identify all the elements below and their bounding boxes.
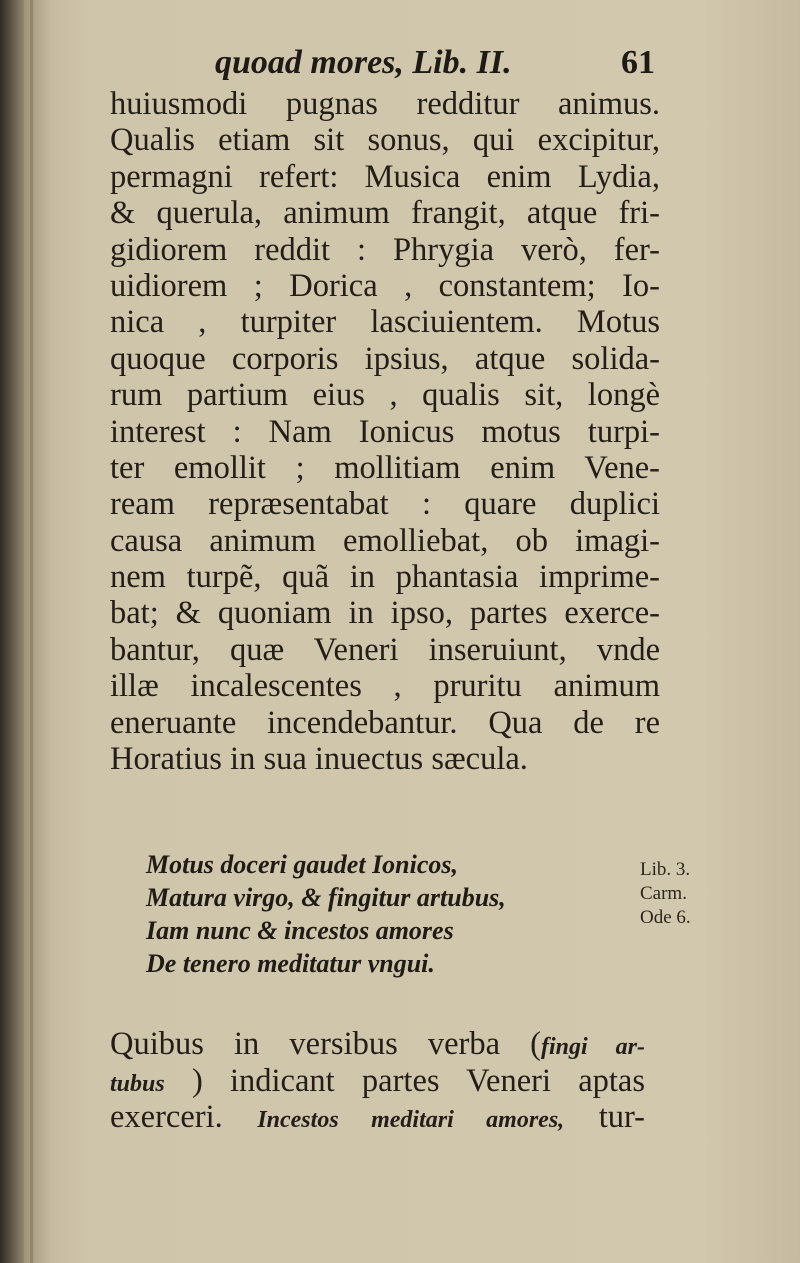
spine-shadow xyxy=(30,0,33,1263)
text-line: huiusmodi pugnas redditur animus. xyxy=(110,86,660,122)
text-line: rum partium eius , qualis sit, longè xyxy=(110,377,660,414)
commentary-line xyxy=(110,1026,645,1063)
verse-line: De tenero meditatur vngui. xyxy=(146,949,435,978)
commentary-text: exerceri. xyxy=(110,1099,258,1135)
text-line: eneruante incendebantur. Qua de re xyxy=(110,704,660,741)
text-line: ter emollit ; mollitiam enim Vene- xyxy=(110,449,660,486)
page-number: 61 xyxy=(621,44,655,81)
commentary-text: tur- xyxy=(564,1099,645,1135)
verse-quotation xyxy=(146,848,606,980)
quoted-phrase: tubus xyxy=(110,1070,165,1097)
book-gutter xyxy=(0,0,24,1263)
text-line: nica , turpiter lasciuientem. Motus xyxy=(110,304,660,341)
text-line: bantur, quæ Veneri inseruiunt, vnde xyxy=(110,631,660,668)
running-head: quoad mores, Lib. II. xyxy=(215,44,512,81)
text-line: Horatius in sua inuectus sæcula. xyxy=(110,741,528,778)
verse-line: Motus doceri gaudet Ionicos, xyxy=(146,850,459,879)
text-line: causa animum emolliebat, ob imagi- xyxy=(110,522,660,559)
commentary-text: ) indicant partes Veneri aptas xyxy=(191,1062,645,1099)
text-line: quoque corporis ipsius, atque solida- xyxy=(110,340,660,377)
commentary-line xyxy=(110,1099,645,1136)
quoted-phrase: Incestos meditari amores, xyxy=(257,1107,565,1133)
commentary-block xyxy=(110,1026,645,1136)
text-line: Qualis etiam sit sonus, qui excipitur, xyxy=(110,122,660,159)
text-line: permagni refert: Musica enim Lydia, xyxy=(110,158,660,195)
text-line: ream repræsentabat : quare duplici xyxy=(110,486,660,523)
text-line: nem turpẽ, quã in phantasia imprime- xyxy=(110,559,660,596)
margin-citation xyxy=(640,858,720,930)
text-line: gidiorem reddit : Phrygia verò, fer- xyxy=(110,231,660,268)
text-line: & querula, animum frangit, atque fri- xyxy=(110,195,660,232)
text-line: bat; & quoniam in ipso, partes exerce- xyxy=(110,595,660,632)
text-line: interest : Nam Ionicus motus turpi- xyxy=(110,413,660,450)
citation-work: Carm. xyxy=(640,883,687,904)
main-text-block xyxy=(110,86,660,777)
commentary-text: Quibus in versibus verba ( xyxy=(110,1026,541,1062)
text-line: illæ incalescentes , pruritu animum xyxy=(110,668,660,705)
text-line: uidiorem ; Dorica , constantem; Io- xyxy=(110,267,660,304)
verse-line: Iam nunc & incestos amores xyxy=(146,916,454,945)
commentary-line xyxy=(110,1063,645,1100)
citation-ode: Ode 6. xyxy=(640,907,691,928)
quoted-phrase: fingi ar- xyxy=(540,1034,645,1060)
citation-book: Lib. 3. xyxy=(640,859,691,880)
verse-line: Matura virgo, & fingitur artubus, xyxy=(146,883,506,912)
